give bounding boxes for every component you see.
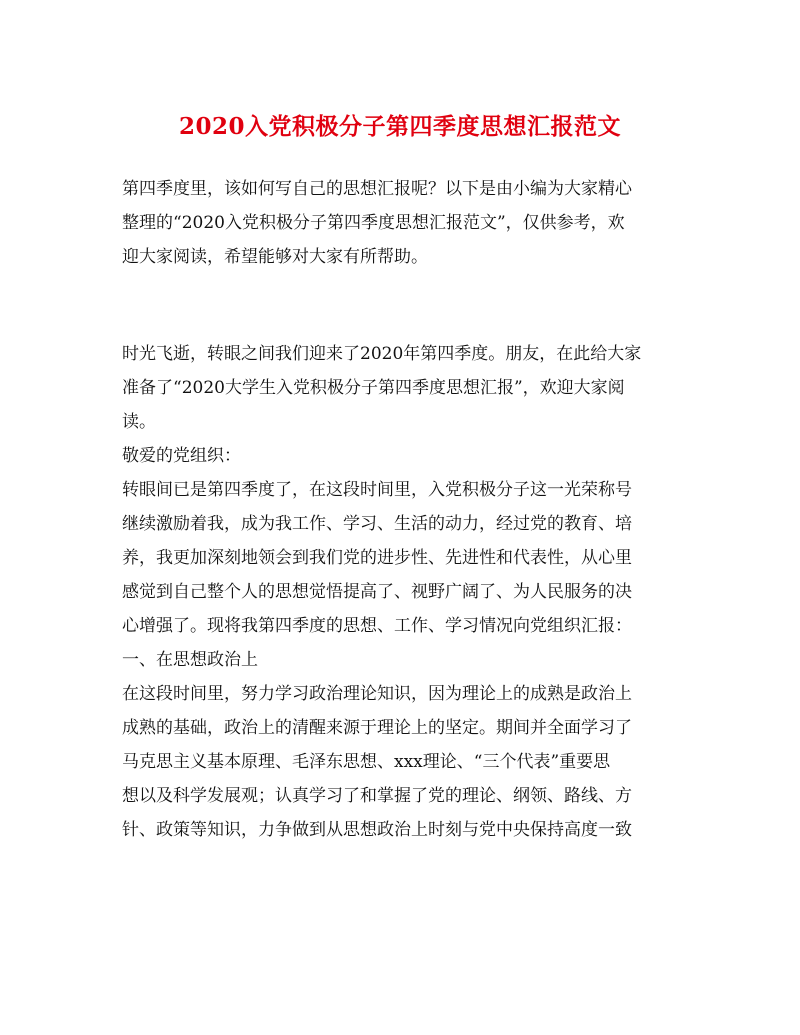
- paragraph-line: 成熟的基础，政治上的清醒来源于理论上的坚定。期间并全面学习了: [122, 718, 632, 738]
- paragraph-line: 马克思主义基本原理、毛泽东思想、xxx理论、“三个代表”重要思: [122, 752, 611, 772]
- paragraph-spacer: [122, 314, 680, 337]
- document-body: [122, 172, 680, 847]
- document-title: 2020入党积极分子第四季度思想汇报范文: [178, 113, 621, 140]
- paragraph-line: 针、政策等知识，力争做到从思想政治上时刻与党中央保持高度一致: [122, 820, 632, 840]
- paragraph-line: 想以及科学发展观；认真学习了和掌握了党的理论、纲领、路线、方: [122, 786, 632, 806]
- paragraph-spacer: [122, 274, 680, 314]
- paragraph-line: 准备了“2020大学生入党积极分子第四季度思想汇报”，欢迎大家阅: [122, 378, 625, 398]
- paragraph-line: 时光飞逝，转眼之间我们迎来了2020年第四季度。朋友，在此给大家: [122, 344, 642, 364]
- paragraph-line: 读。: [122, 412, 156, 432]
- salutation: 敬爱的党组织：: [122, 446, 241, 466]
- paragraph-line: 继续激励着我，成为我工作、学习、生活的动力，经过党的教育、培: [122, 514, 632, 534]
- paragraph-line: 心增强了。现将我第四季度的思想、工作、学习情况向党组织汇报：: [122, 616, 632, 636]
- section-heading: 一、在思想政治上: [122, 650, 258, 670]
- paragraph-line: 养，我更加深刻地领会到我们党的进步性、先进性和代表性，从心里: [122, 548, 632, 568]
- paragraph-line: 在这段时间里，努力学习政治理论知识，因为理论上的成熟是政治上: [122, 684, 632, 704]
- paragraph-line: 第四季度里，该如何写自己的思想汇报呢？以下是由小编为大家精心: [122, 179, 632, 199]
- paragraph-line: 整理的“2020入党积极分子第四季度思想汇报范文”，仅供参考，欢: [122, 213, 625, 233]
- paragraph-line: 感觉到自己整个人的思想觉悟提高了、视野广阔了、为人民服务的决: [122, 582, 632, 602]
- paragraph-line: 迎大家阅读，希望能够对大家有所帮助。: [122, 247, 428, 267]
- paragraph-line: 转眼间已是第四季度了，在这段时间里，入党积极分子这一光荣称号: [122, 480, 632, 500]
